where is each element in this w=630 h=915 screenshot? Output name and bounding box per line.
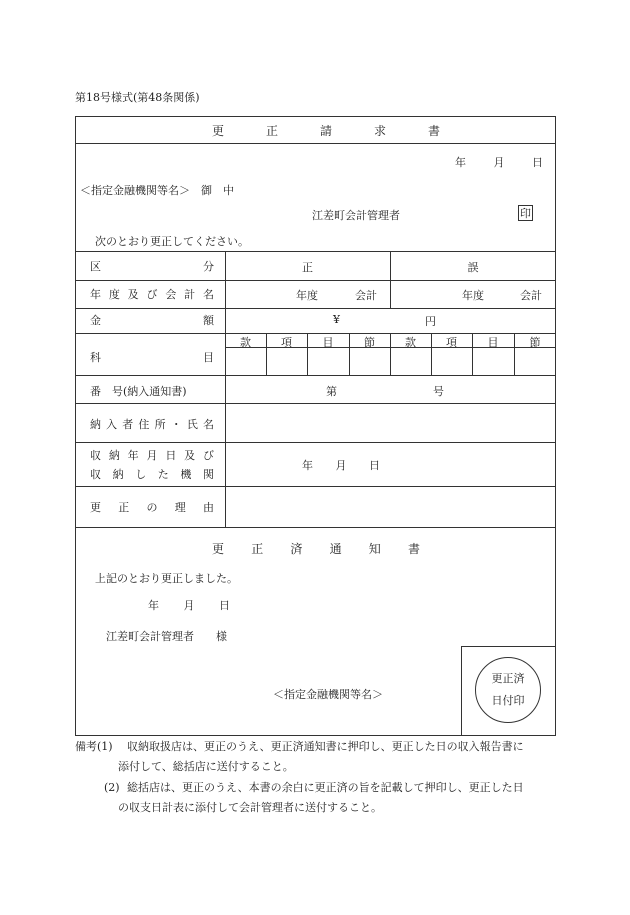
subject-kou: 項 bbox=[446, 336, 457, 349]
divider bbox=[75, 442, 556, 443]
label-receipt-line2: 収 納 し た 機 関 bbox=[90, 468, 214, 481]
divider bbox=[75, 375, 556, 376]
divider bbox=[75, 403, 556, 404]
correct-account-unit: 会計 bbox=[355, 289, 377, 302]
label-column-line bbox=[225, 251, 226, 528]
instruction: 次のとおり更正してください。 bbox=[95, 235, 249, 248]
request-date: 年 月 日 bbox=[455, 156, 543, 169]
label-receipt-line1: 収 納 年 月 日 及 び bbox=[90, 449, 214, 462]
request-title: 更 正 請 求 書 bbox=[212, 123, 440, 138]
yen-unit: 円 bbox=[425, 315, 436, 328]
divider bbox=[75, 280, 556, 281]
error-header: 誤 bbox=[467, 261, 479, 274]
receipt-date: 年 月 日 bbox=[302, 459, 380, 472]
subject-kan: 款 bbox=[240, 336, 251, 349]
yen-symbol: ¥ bbox=[333, 313, 340, 326]
notice-title: 更 正 済 通 知 書 bbox=[212, 541, 420, 556]
label-number: 番 号(納入通知書) bbox=[90, 385, 187, 398]
correct-header: 正 bbox=[302, 261, 313, 274]
remark-2-line1: 総括店は、更正のうえ、本書の余白に更正済の旨を記載して押印し、更正した日 bbox=[127, 781, 524, 794]
date-stamp-circle bbox=[475, 657, 541, 723]
notice-from: ＜指定金融機関等名＞ bbox=[273, 688, 383, 701]
number-go: 号 bbox=[433, 385, 444, 398]
form-label: 第18号様式(第48条関係) bbox=[75, 91, 200, 104]
subject-moku: 目 bbox=[487, 336, 499, 349]
remark-1-line1: 収納取扱店は、更正のうえ、更正済通知書に押印し、更正した日の収入報告書に bbox=[127, 740, 524, 753]
stamp-line2: 日付印 bbox=[491, 694, 525, 707]
divider bbox=[75, 486, 556, 487]
remark-1-prefix: 備考(1) bbox=[75, 740, 113, 753]
subject-kan: 款 bbox=[405, 336, 416, 349]
label-reason: 更 正 の 理 由 bbox=[90, 501, 214, 514]
sender: 江差町会計管理者 bbox=[312, 209, 400, 222]
divider bbox=[75, 308, 556, 309]
addressee: ＜指定金融機関等名＞ 御 中 bbox=[80, 184, 234, 197]
divider bbox=[75, 143, 556, 144]
subject-setsu: 節 bbox=[529, 336, 541, 349]
error-account-unit: 会計 bbox=[520, 289, 542, 302]
number-dai: 第 bbox=[326, 385, 337, 398]
label-amount: 金 額 bbox=[90, 314, 214, 327]
correct-year-unit: 年度 bbox=[296, 289, 318, 302]
label-fiscal-year: 年 度 及 び 会 計 名 bbox=[90, 288, 214, 301]
subject-moku: 目 bbox=[322, 336, 334, 349]
table-top-line bbox=[75, 251, 556, 252]
remark-1-line2: 添付して、総括店に送付すること。 bbox=[118, 760, 294, 773]
notice-date: 年 月 日 bbox=[148, 599, 230, 612]
error-year-unit: 年度 bbox=[462, 289, 484, 302]
notice-statement: 上記のとおり更正しました。 bbox=[95, 572, 238, 585]
label-category: 区 分 bbox=[90, 260, 214, 273]
subject-kou: 項 bbox=[281, 336, 292, 349]
label-subject: 科 目 bbox=[90, 351, 214, 364]
label-payer: 納 入 者 住 所 ・ 氏 名 bbox=[90, 418, 214, 431]
remark-2-prefix: (2) bbox=[104, 781, 120, 794]
seal-mark: 印 bbox=[520, 207, 531, 220]
subject-setsu: 節 bbox=[364, 336, 375, 349]
stamp-line1: 更正済 bbox=[491, 672, 525, 685]
remark-2-line2: の収支日計表に添付して会計管理者に送付すること。 bbox=[118, 801, 382, 814]
notice-addressee: 江差町会計管理者 様 bbox=[106, 630, 227, 643]
